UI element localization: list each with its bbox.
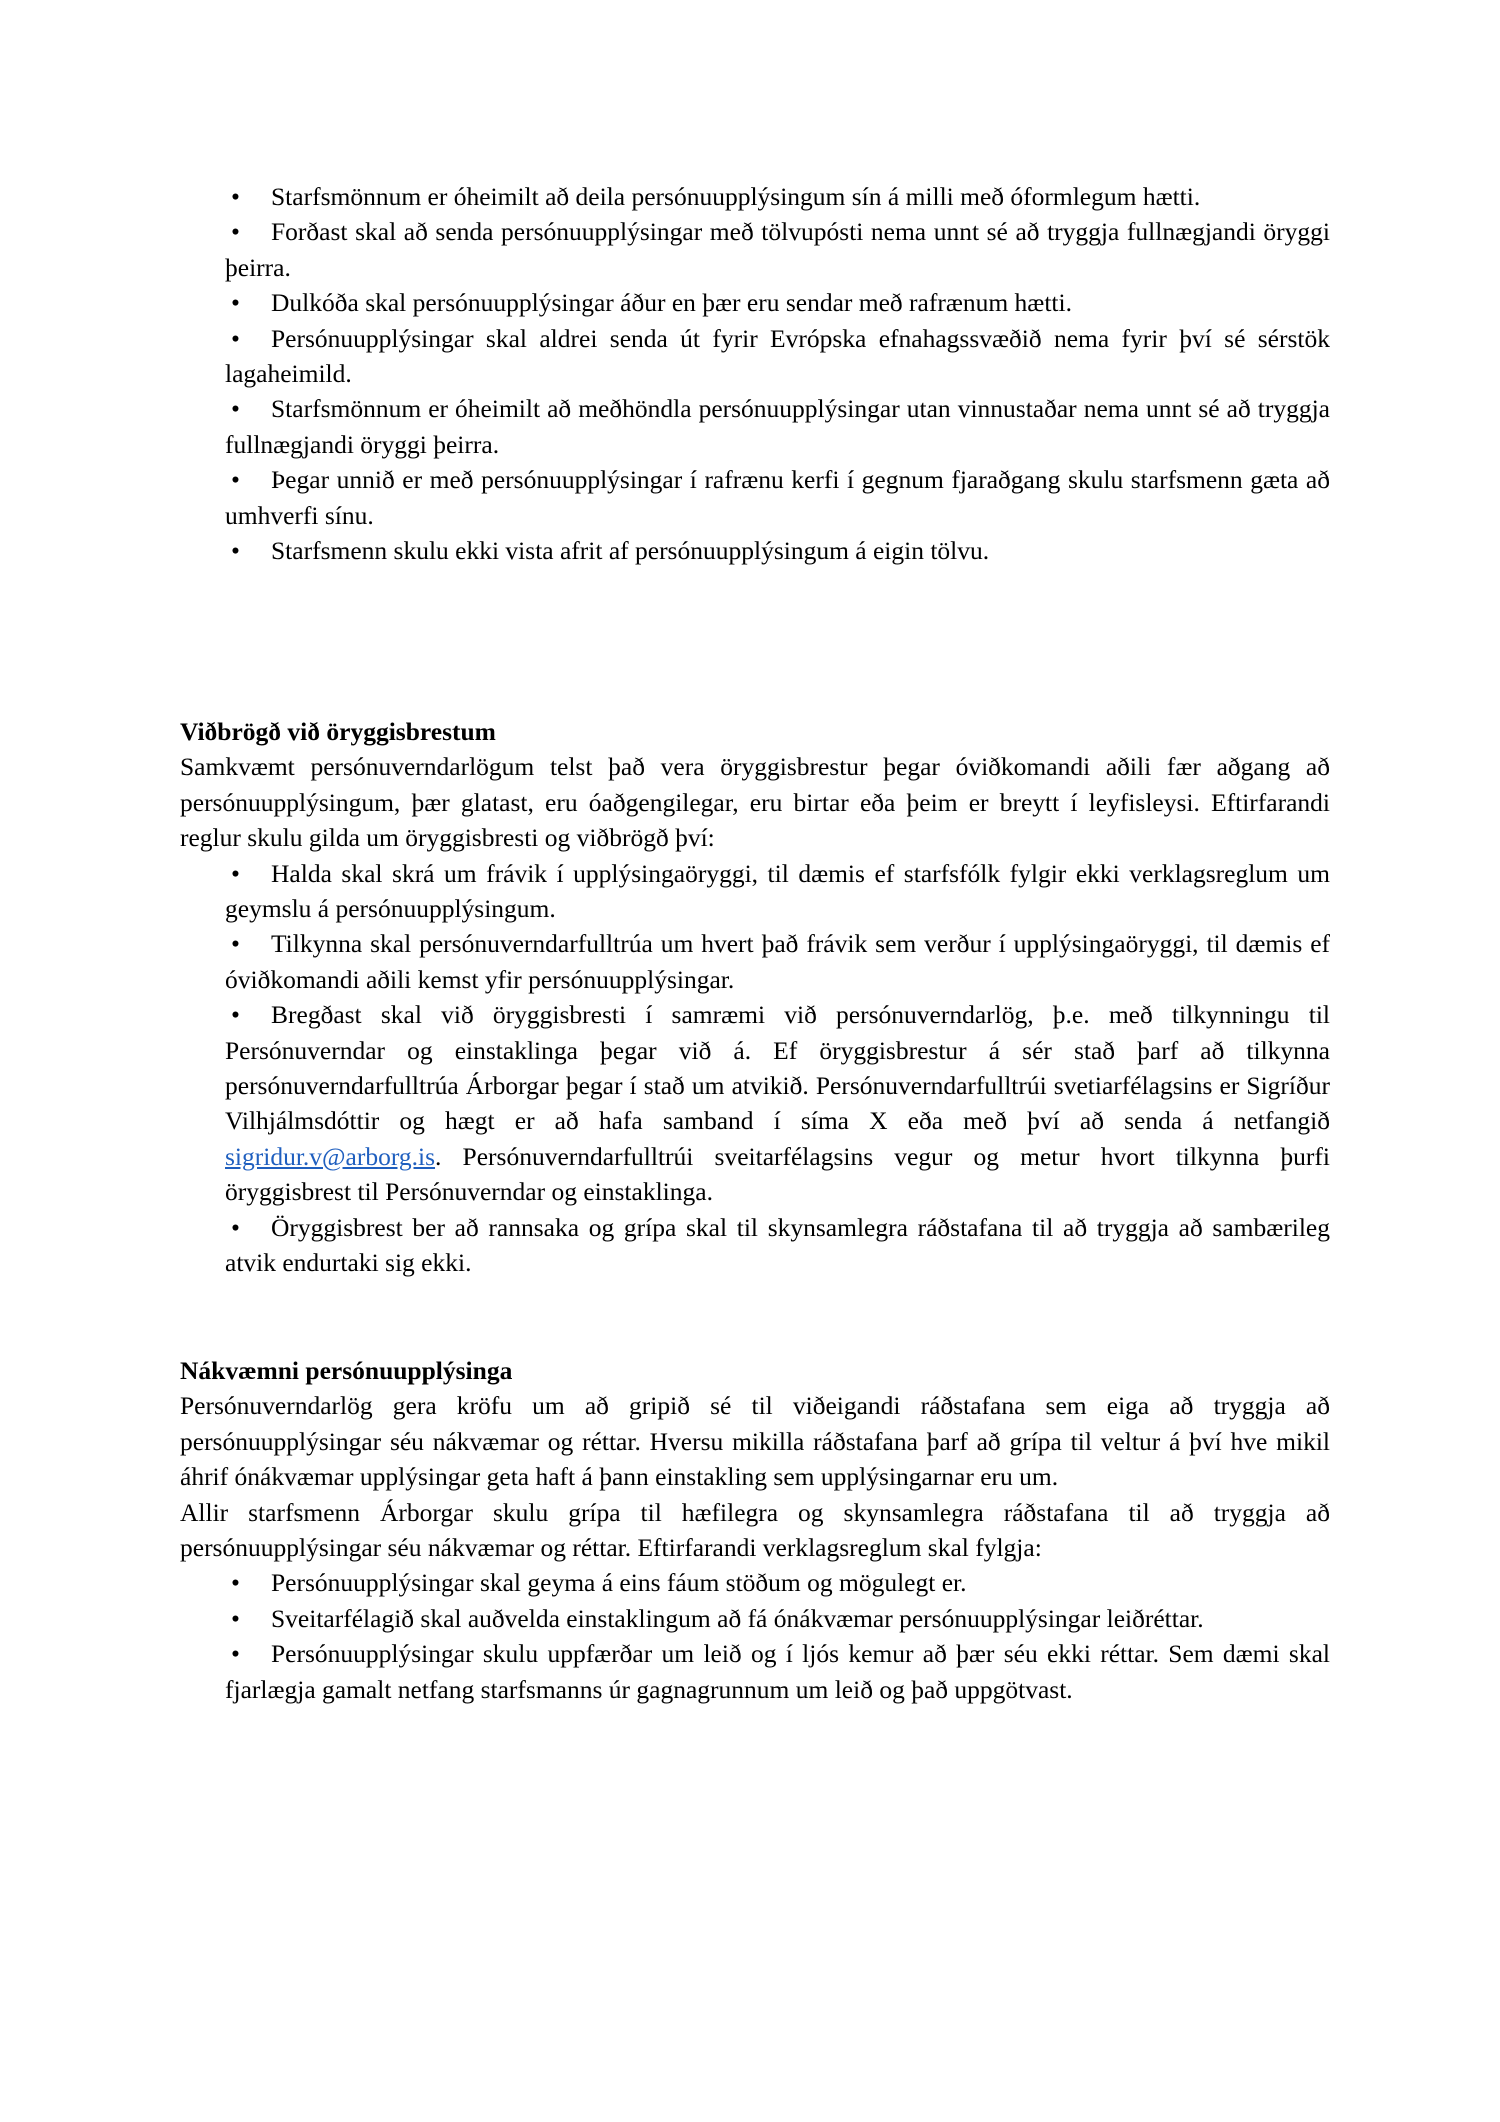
list-item-text: Persónuupplýsingar skulu uppfærðar um leið og í ljós kemur að þær séu ekki réttar. Sem dæmi skal fjarlægja gamalt netfang starfsmanns úr gagnagrunnum um leið og það uppgötvast. [225,1639,1330,1704]
bullet-icon: • [231,1000,240,1030]
email-link[interactable]: sigridur.v@arborg.is [225,1141,436,1171]
bullet-icon: • [231,465,240,495]
list-item [225,1601,1330,1636]
list-item-text: Sveitarfélagið skal auðvelda einstaklingum að fá ónákvæmar persónuupplýsingar leiðréttar. [271,1603,1204,1633]
bullet-list [180,1565,1330,1707]
list-item-text: Forðast skal að senda persónuupplýsingar með tölvupósti nema unnt sé að tryggja fullnægjandi öryggi þeirra. [225,217,1330,282]
list-item [225,856,1330,927]
list-item-text: Bregðast skal við öryggisbresti í samræmi við persónuverndarlög, þ.e. með tilkynningu til Persónuverndar og einstaklinga þegar við á. Ef öryggisbrestur á sér stað þarf að tilkynna persónuverndarfulltrúa Árborgar þegar í stað um atvikið. Persónuverndarfulltrúi svetiarfélagsins er Sigríður Vilhjálmsdóttir og hægt er að hafa samband í síma X eða með því að senda á netfangið [225,1000,1330,1136]
list-item-text: Þegar unnið er með persónuupplýsingar í rafrænu kerfi í gegnum fjaraðgang skulu starfsmenn gæta að umhverfi sínu. [225,465,1330,530]
list-item-text: . Persónuverndarfulltrúi sveitarfélagsins vegur og metur hvort tilkynna þurfi öryggisbrest til Persónuverndar og einstaklinga. [225,1141,1330,1207]
list-item [225,1636,1330,1707]
list-item [225,926,1330,997]
bullet-icon: • [231,323,240,353]
list-item [225,214,1330,285]
bullet-list [180,856,1330,1281]
bullet-icon: • [231,1603,240,1633]
data-handling-section [180,179,1330,568]
list-item [225,179,1330,214]
bullet-icon: • [231,182,240,211]
bullet-icon: • [231,858,240,888]
list-item [225,285,1330,320]
list-item [225,391,1330,462]
section-intro: Samkvæmt persónuverndarlögum telst það vera öryggisbrestur þegar óviðkomandi aðili fær aðgang að persónuupplýsingum, þær glatast, eru óaðgengilegar, eru birtar eða þeim er breytt í leyfisleysi. Eftirfarandi reglur skulu gilda um öryggisbresti og viðbrögð því: [180,752,1330,853]
list-item [225,1210,1330,1281]
bullet-icon: • [231,1639,240,1669]
bullet-icon: • [231,536,240,566]
list-item-text: Halda skal skrá um frávik í upplýsingaöryggi, til dæmis ef starfsfólk fylgir ekki verklagsreglum um geymslu á persónuupplýsingum. [225,858,1330,924]
paragraph: Persónuverndarlög gera kröfu um að gripið sé til viðeigandi ráðstafana sem eiga að tryggja að persónuupplýsingar séu nákvæmar og réttar. Hversu mikilla ráðstafana þarf að grípa til veltur á því hve mikil áhrif ónákvæmar upplýsingar geta haft á þann einstakling sem upplýsingarnar eru um. [180,1391,1330,1492]
list-item [225,321,1330,392]
security-breach-section [180,714,1330,1281]
bullet-icon: • [231,1212,240,1242]
section-heading: Nákvæmni persónuupplýsinga [180,1356,513,1385]
bullet-icon: • [231,929,240,959]
list-item-text: Persónuupplýsingar skal aldrei senda út fyrir Evrópska efnahagssvæðið nema fyrir því sé sérstök lagaheimild. [225,323,1330,389]
bullet-icon: • [231,217,240,247]
list-item-text: Starfsmenn skulu ekki vista afrit af persónuupplýsingum á eigin tölvu. [271,536,990,566]
list-item-text: Starfsmönnum er óheimilt að meðhöndla persónuupplýsingar utan vinnustaðar nema unnt sé að tryggja fullnægjandi öryggi þeirra. [225,394,1330,459]
bullet-icon: • [231,394,240,424]
data-accuracy-section [180,1353,1330,1707]
bullet-icon: • [231,288,240,318]
list-item-text: Tilkynna skal persónuverndarfulltrúa um hvert það frávik sem verður í upplýsingaöryggi, til dæmis ef óviðkomandi aðili kemst yfir persónuupplýsingar. [225,929,1330,994]
paragraph: Allir starfsmenn Árborgar skulu grípa til hæfilegra og skynsamlegra ráðstafana til að tryggja að persónuupplýsingar séu nákvæmar og réttar. Eftirfarandi verklagsreglum skal fylgja: [180,1497,1330,1563]
bullet-list [180,179,1330,568]
list-item-text: Öryggisbrest ber að rannsaka og grípa skal til skynsamlegra ráðstafana til að tryggja að sambærileg atvik endurtaki sig ekki. [225,1212,1330,1278]
list-item-text: Starfsmönnum er óheimilt að deila persónuupplýsingum sín á milli með óformlegum hætti. [271,182,1201,211]
list-item [225,462,1330,533]
list-item [225,1565,1330,1600]
bullet-icon: • [231,1568,240,1598]
list-item-text: Persónuupplýsingar skal geyma á eins fáum stöðum og mögulegt er. [271,1568,967,1598]
list-item [225,533,1330,568]
list-item-text: Dulkóða skal persónuupplýsingar áður en þær eru sendar með rafrænum hætti. [271,288,1072,318]
list-item [225,997,1330,1209]
section-heading: Viðbrögð við öryggisbrestum [180,717,496,746]
